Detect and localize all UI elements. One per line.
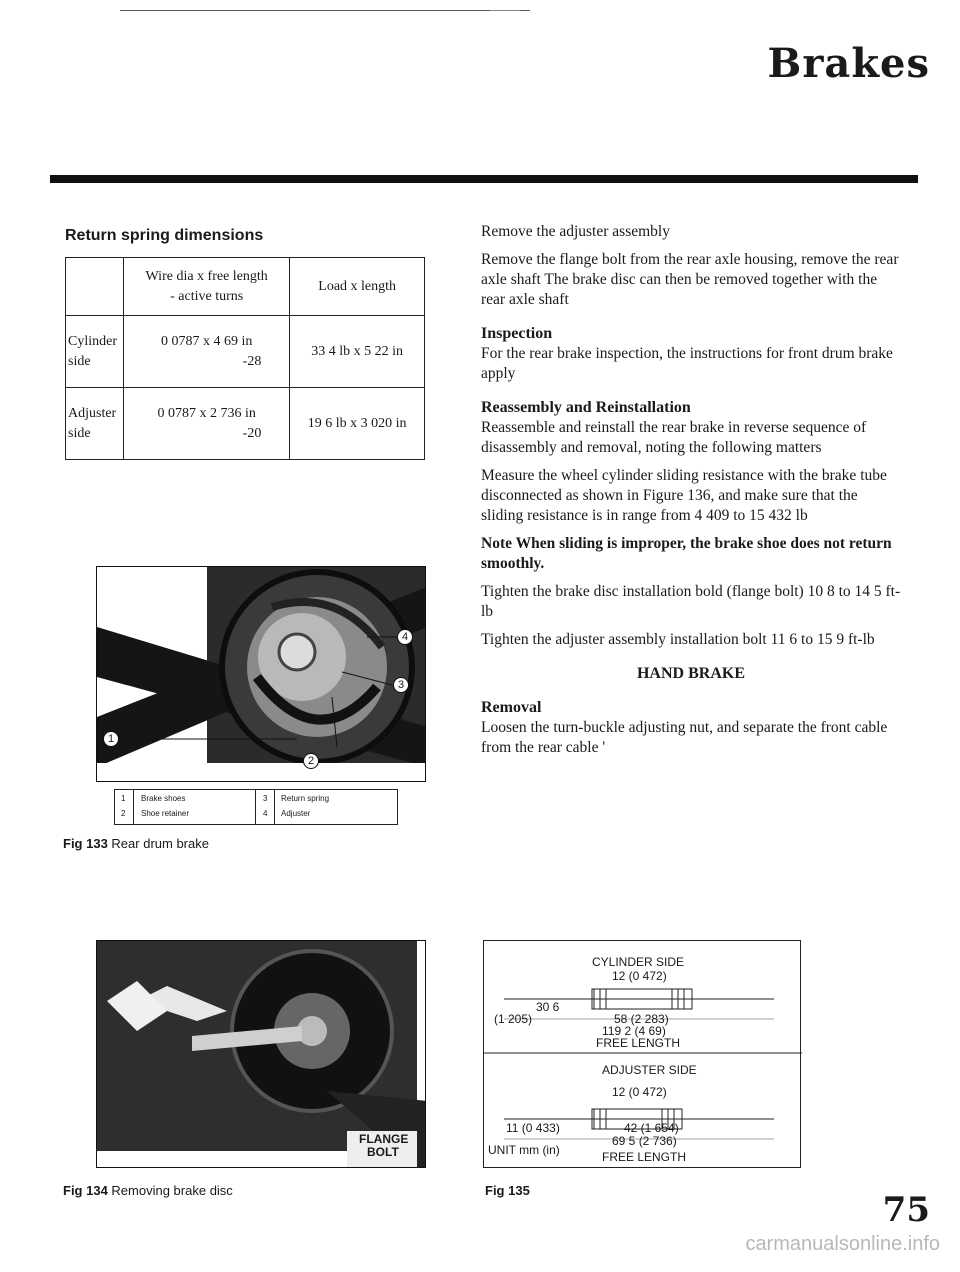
page-number: 75	[882, 1190, 930, 1230]
legend-label: Brake shoes	[141, 794, 186, 803]
table-corner-cell	[66, 258, 124, 316]
adj-top-dim: 12 (0 472)	[612, 1085, 667, 1099]
row-load: 19 6 lb x 3 020 in	[290, 388, 425, 460]
table-row	[66, 388, 425, 460]
callout-4: 4	[397, 629, 413, 645]
right-column-text	[481, 222, 901, 766]
row-label	[66, 316, 124, 388]
fig134-caption-text: Removing brake disc	[111, 1183, 233, 1198]
cyl-title: CYLINDER SIDE	[592, 955, 685, 969]
note-sliding: Note When sliding is improper, the brake shoe does not return smoothly.	[481, 535, 892, 572]
top-rule	[120, 10, 530, 11]
fig133-caption-text: Rear drum brake	[111, 836, 209, 851]
callout-2: 2	[303, 753, 319, 769]
fig133-caption	[63, 836, 209, 851]
page-header-title: Brakes	[767, 40, 930, 87]
row-dimension	[124, 316, 290, 388]
fig135-caption	[485, 1183, 530, 1198]
row-dimension-turns: -28	[242, 353, 262, 369]
adj-left-dim: 11 (0 433)	[506, 1121, 560, 1135]
row-dimension-value: 0 0787 x 4 69 in	[160, 333, 253, 349]
legend-divider	[274, 790, 275, 824]
heading-reassembly: Reassembly and Reinstallation	[481, 399, 691, 416]
header-wire-dia-sub: - active turns	[170, 288, 244, 304]
row-label	[66, 388, 124, 460]
cyl-total-dim: 119 2 (4 69)	[602, 1024, 666, 1038]
para-loosen: Loosen the turn-buckle adjusting nut, and separate the front cable from the rear cable '	[481, 719, 888, 756]
cyl-left-dim: 30 6	[536, 1000, 560, 1014]
row-load: 33 4 lb x 5 22 in	[290, 316, 425, 388]
para-inspection: For the rear brake inspection, the instructions for front drum brake apply	[481, 345, 893, 382]
removing-brake-disc-photo	[96, 940, 426, 1168]
adj-total-dim: 69 5 (2 736)	[612, 1134, 677, 1148]
fig134-caption-number: Fig 134	[63, 1183, 108, 1198]
fig133-caption-number: Fig 133	[63, 836, 108, 851]
adj-mid-dim: 42 (1 654)	[624, 1121, 679, 1135]
legend-num: 4	[263, 809, 268, 818]
spring-dimensions-table	[65, 257, 425, 460]
flange-bolt-label-line2: BOLT	[367, 1145, 399, 1159]
fig135-caption-number: Fig 135	[485, 1183, 530, 1198]
para-tighten-disc: Tighten the brake disc installation bold (flange bolt) 10 8 to 14 5 ft-lb	[481, 583, 901, 620]
heading-hand-brake: HAND BRAKE	[636, 665, 745, 682]
cyl-left-dim-in: (1 205)	[494, 1012, 533, 1026]
callout-3: 3	[393, 677, 409, 693]
header-wire-dia-label: Wire dia x free length	[145, 268, 268, 284]
fig135-spring-diagram	[483, 940, 801, 1168]
row-dimension	[124, 388, 290, 460]
adj-title: ADJUSTER SIDE	[602, 1063, 697, 1077]
legend-num: 2	[121, 809, 126, 818]
row-label-b: side	[68, 425, 91, 441]
row-label-a: Adjuster	[68, 405, 117, 421]
callout-1: 1	[103, 731, 119, 747]
legend-num: 3	[263, 794, 268, 803]
cyl-mid-dim: 58 (2 283)	[614, 1012, 669, 1026]
watermark: carmanualsonline.info	[745, 1233, 940, 1255]
para-tighten-adjuster: Tighten the adjuster assembly installation bolt 11 6 to 15 9 ft-lb	[481, 631, 875, 648]
fig133-legend	[114, 789, 398, 825]
legend-label: Shoe retainer	[141, 809, 190, 818]
legend-label: Return spring	[281, 794, 330, 803]
header-bar	[50, 175, 918, 183]
row-label-a: Cylinder	[68, 333, 117, 349]
flange-bolt-label	[359, 1133, 408, 1159]
row-dimension-value: 0 0787 x 2 736 in	[157, 405, 256, 421]
para-remove-flange-bolt: Remove the flange bolt from the rear axle housing, remove the rear axle shaft The brake disc can then be removed together with the rear axle shaft	[481, 251, 899, 308]
legend-divider	[133, 790, 134, 824]
cyl-free-length: FREE LENGTH	[596, 1036, 681, 1050]
header-load: Load x length	[290, 258, 425, 316]
legend-divider	[255, 790, 256, 824]
legend-num: 1	[121, 794, 126, 803]
row-label-b: side	[68, 353, 91, 369]
heading-removal: Removal	[481, 699, 542, 716]
legend-label: Adjuster	[281, 809, 311, 818]
para-reassemble: Reassemble and reinstall the rear brake in reverse sequence of disassembly and removal, noting the following matters	[481, 419, 867, 456]
row-dimension-turns: -20	[242, 425, 262, 441]
fig134-caption	[63, 1183, 233, 1198]
table-title: Return spring dimensions	[65, 227, 264, 244]
top-rule-short	[490, 10, 520, 11]
header-wire-dia	[124, 258, 290, 316]
adj-free-length: FREE LENGTH	[602, 1150, 687, 1164]
para-remove-adjuster: Remove the adjuster assembly	[481, 223, 670, 240]
table-row	[66, 316, 425, 388]
flange-bolt-label-line1: FLANGE	[359, 1132, 409, 1146]
para-measure: Measure the wheel cylinder sliding resistance with the brake tube disconnected as shown in Figure 136, and make sure that the sliding resistance is in range from 4 409 to 15 432 lb	[481, 467, 887, 524]
rear-drum-brake-illustration	[97, 567, 426, 782]
heading-inspection: Inspection	[481, 325, 553, 342]
table-header-row	[66, 258, 425, 316]
unit-label: UNIT mm (in)	[488, 1143, 560, 1157]
cyl-top-dim: 12 (0 472)	[612, 969, 667, 983]
rear-drum-brake-photo	[96, 566, 426, 782]
